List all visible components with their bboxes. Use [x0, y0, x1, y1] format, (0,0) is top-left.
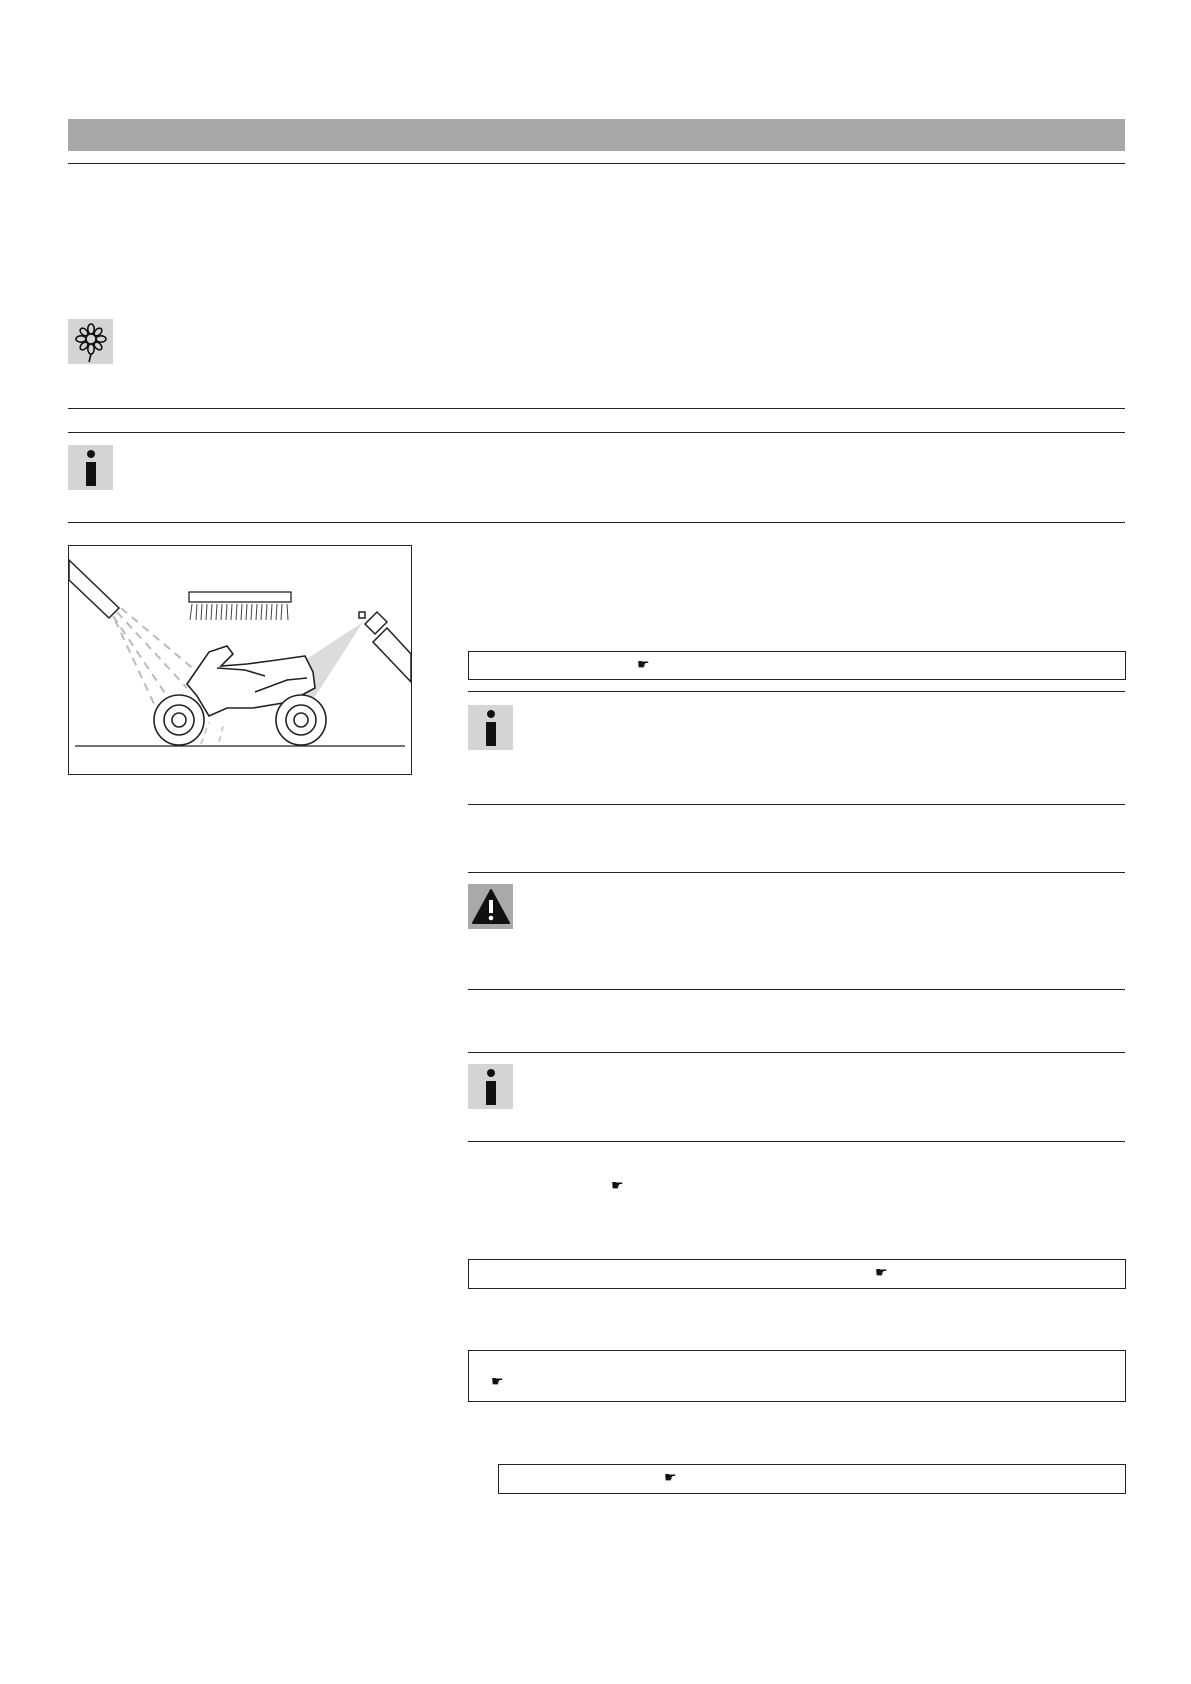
reference-box — [468, 651, 1126, 680]
pointing-hand-icon: ☛ — [611, 1177, 624, 1193]
info-icon — [481, 708, 501, 748]
pointing-hand-icon: ☛ — [491, 1373, 504, 1389]
divider — [468, 872, 1125, 873]
info-icon — [81, 448, 101, 488]
flower-icon — [71, 321, 111, 363]
divider — [68, 163, 1125, 164]
divider — [68, 432, 1125, 433]
divider — [468, 804, 1125, 805]
vehicle-cleaning-illustration — [69, 546, 411, 774]
section-header-bar — [68, 119, 1125, 151]
info-note-icon-box — [468, 1064, 513, 1109]
environment-note-icon-box — [68, 319, 113, 364]
divider — [68, 408, 1125, 409]
pointing-hand-icon: ☛ — [875, 1264, 888, 1280]
divider — [468, 1141, 1125, 1142]
info-note-icon-box — [68, 445, 113, 490]
info-note-icon-box — [468, 705, 513, 750]
vehicle-cleaning-figure — [68, 545, 412, 775]
divider — [468, 1052, 1125, 1053]
reference-box — [468, 1259, 1126, 1289]
info-icon — [481, 1067, 501, 1107]
pointing-hand-icon: ☛ — [637, 656, 650, 672]
warning-note-icon-box — [468, 884, 513, 929]
reference-box — [468, 1350, 1126, 1402]
warning-triangle-icon — [471, 888, 511, 926]
reference-box — [498, 1464, 1126, 1494]
divider — [468, 691, 1125, 692]
pointing-hand-icon: ☛ — [664, 1469, 677, 1485]
divider — [468, 989, 1125, 990]
divider — [68, 522, 1125, 523]
